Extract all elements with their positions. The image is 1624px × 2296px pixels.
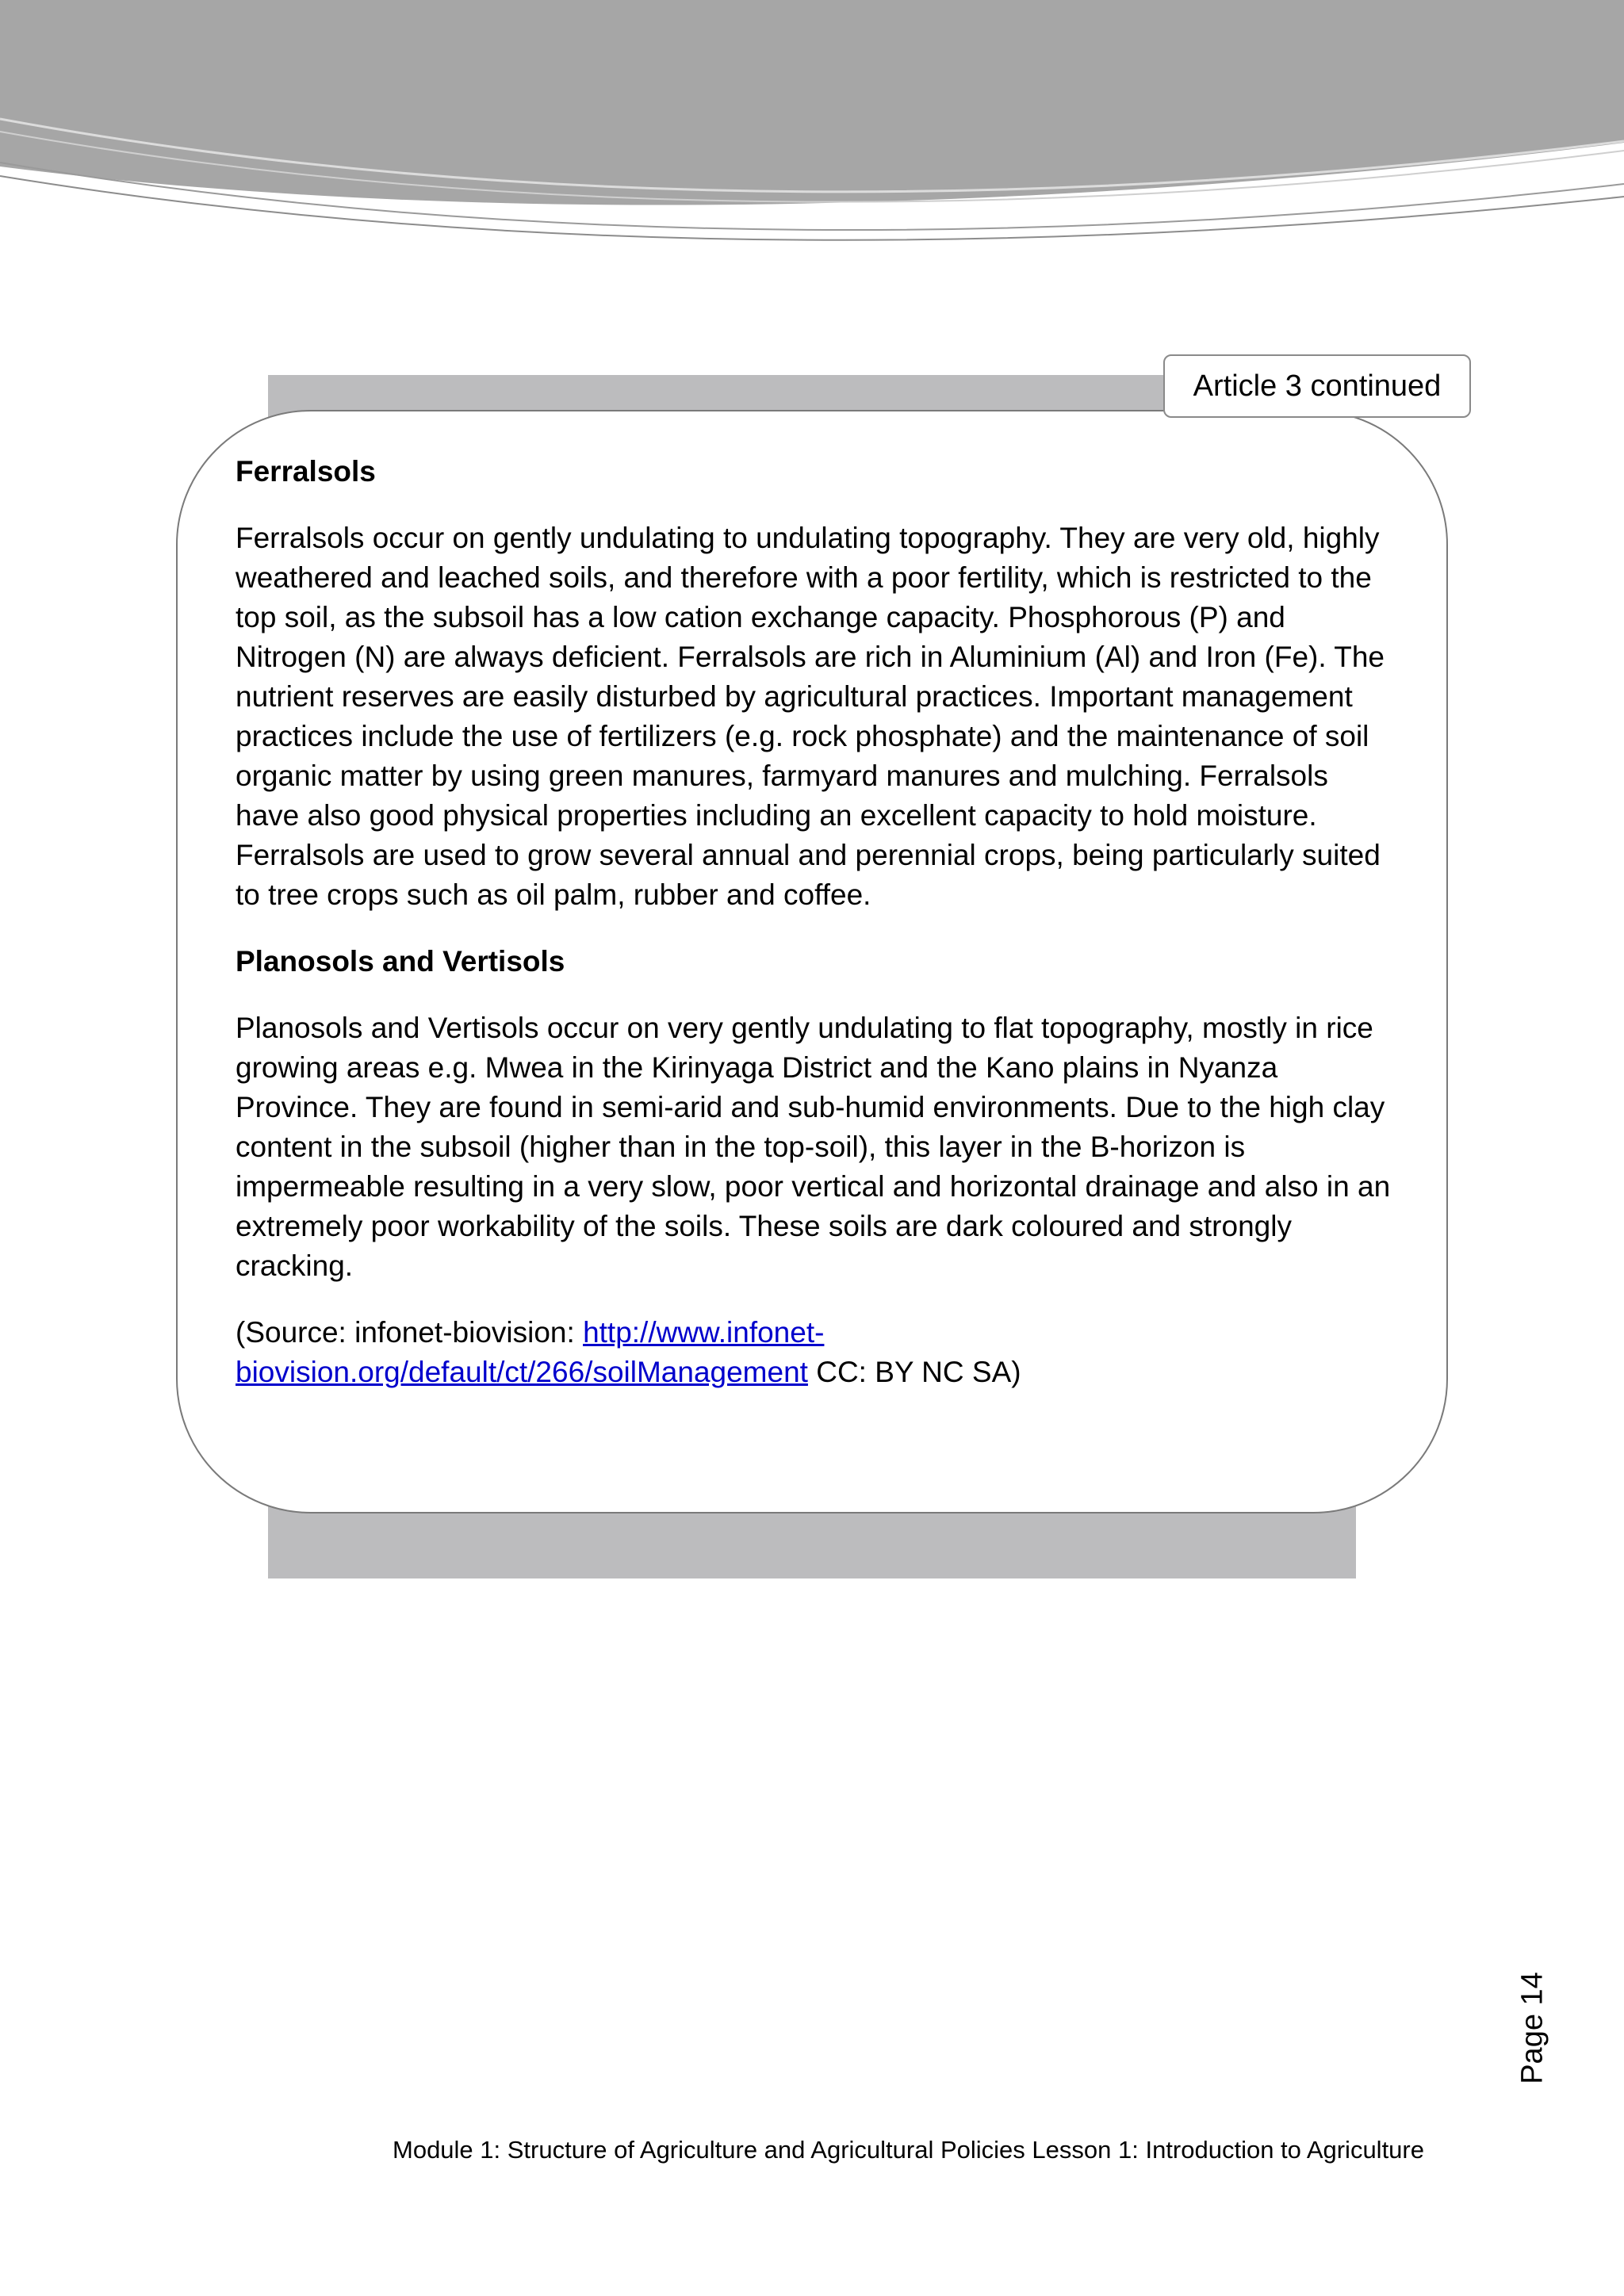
footer-text: Module 1: Structure of Agriculture and Agricultural Policies Lesson 1: Introduction to Agriculture <box>393 2136 1424 2164</box>
section-body-planosols: Planosols and Vertisols occur on very gently undulating to flat topography, mostly in rice growing areas e.g. Mwea in the Kirinyaga District and the Kano plains in Nyanza Province. They are found in semi-arid and sub-humid environments. Due to the high clay content in the subsoil (higher than in the top-soil), this layer in the B-horizon is impermeable resulting in a very slow, poor vertical and horizontal drainage and also in an extremely poor workability of the soils. These soils are dark coloured and strongly cracking. <box>236 1012 1391 1282</box>
source-suffix: CC: BY NC SA) <box>807 1356 1021 1388</box>
section-body-ferralsols: Ferralsols occur on gently undulating to undulating topography. They are very old, highly weathered and leached soils, and therefore with a poor fertility, which is restricted to the top soil, as the subsoil has a low cation exchange capacity. Phosphorous (P) and Nitrogen (N) are always deficient. Ferralsols are rich in Aluminium (Al) and Iron (Fe). The nutrient reserves are easily disturbed by agricultural practices. Important management practices include the use of fertilizers (e.g. rock phosphate) and the maintenance of soil organic matter by using green manures, farmyard manures and mulching. Ferralsols have also good physical properties including an excellent capacity to hold moisture. Ferralsols are used to grow several annual and perennial crops, being particularly suited to tree crops such as oil palm, rubber and coffee. <box>236 522 1385 911</box>
page-number-label: Page 14 <box>1515 1972 1549 2084</box>
source-citation <box>236 1313 1393 1392</box>
section-heading-planosols: Planosols and Vertisols <box>236 945 565 978</box>
source-prefix: (Source: infonet-biovision: <box>236 1316 584 1349</box>
page-number <box>1469 1965 1596 2091</box>
article-content <box>236 452 1393 1419</box>
source-link[interactable]: http://www.infonet-biovision.org/default/ct/266/soilManagement <box>236 1316 825 1388</box>
header-decoration <box>0 0 1624 262</box>
section-heading-ferralsols: Ferralsols <box>236 455 376 488</box>
article-tab-label: Article 3 continued <box>1163 354 1471 418</box>
